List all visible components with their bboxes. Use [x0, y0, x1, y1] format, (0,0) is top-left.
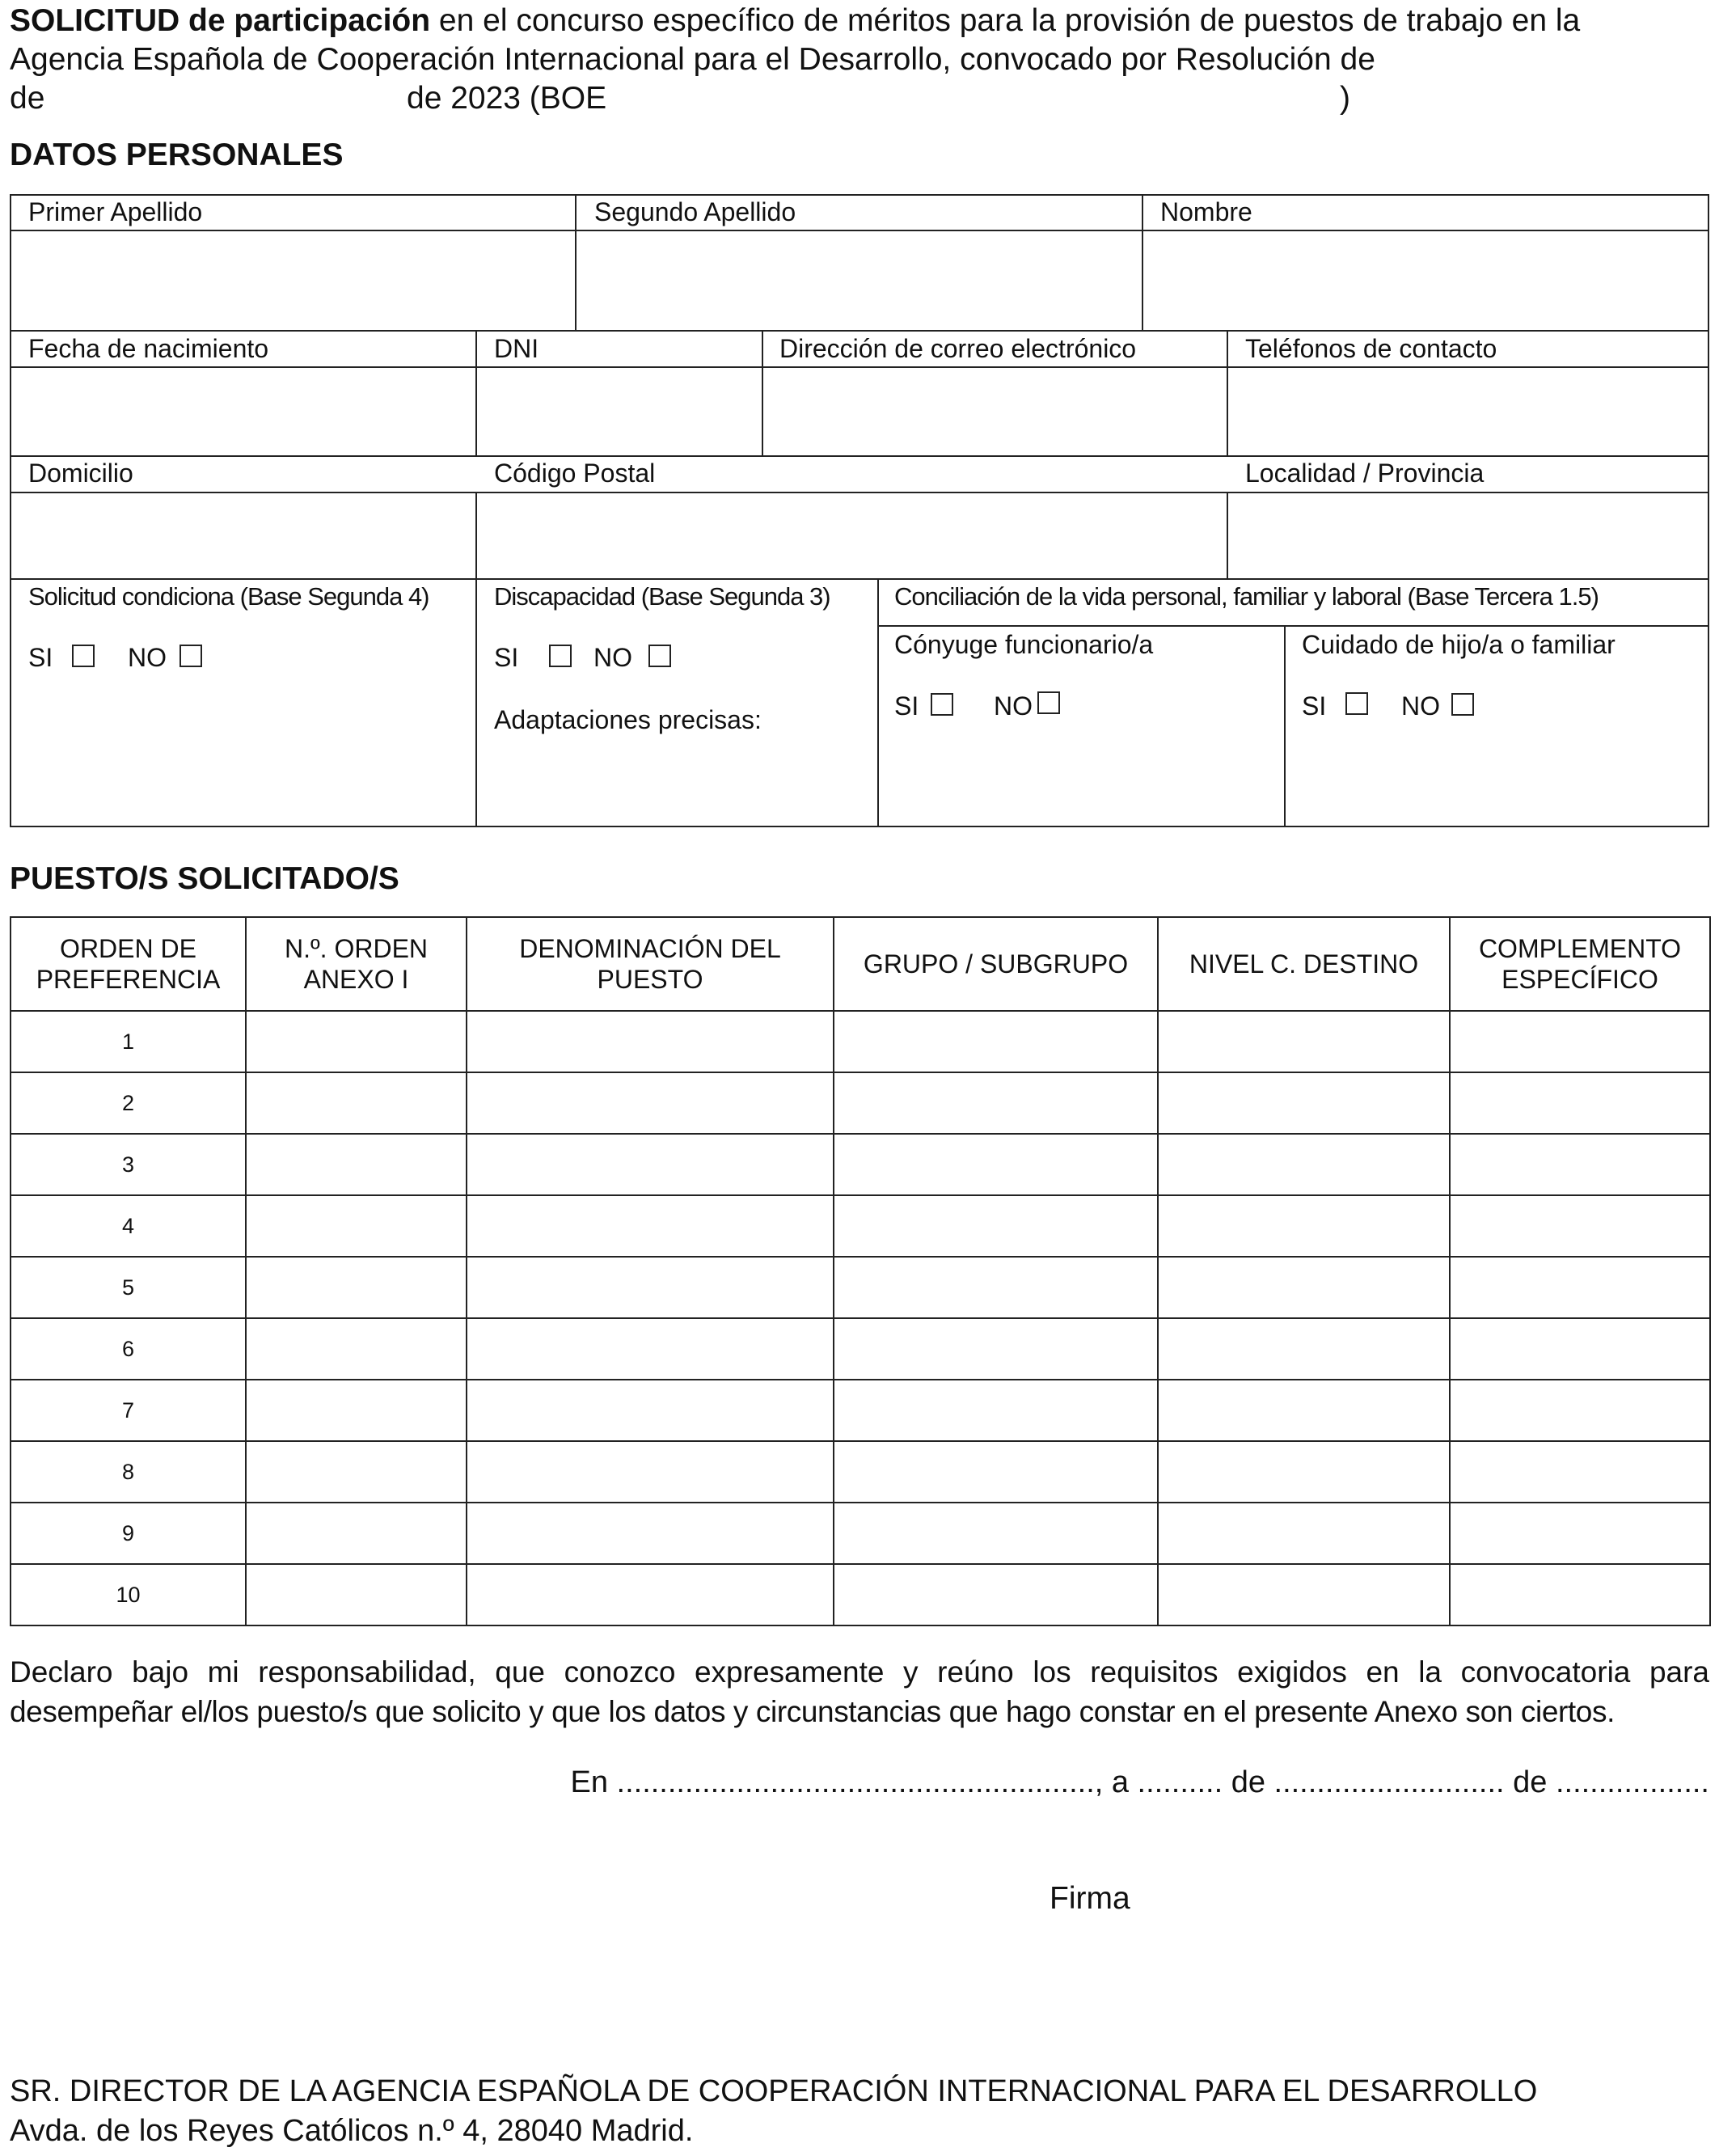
frame-line: [475, 578, 477, 827]
table-cell[interactable]: [467, 1564, 834, 1625]
row-number: 5: [11, 1257, 246, 1318]
header-denominacion: DENOMINACIÓN DEL PUESTO: [467, 917, 834, 1011]
frame-line: [10, 330, 1709, 332]
checkbox-conyuge-no[interactable]: [1037, 691, 1060, 714]
label-si: SI: [894, 691, 919, 721]
recipient-line: SR. DIRECTOR DE LA AGENCIA ESPAÑOLA DE COOPERACIÓN INTERNACIONAL PARA EL DESARROLLO: [10, 2074, 1538, 2108]
table-cell[interactable]: [467, 1441, 834, 1503]
section-title-personal: DATOS PERSONALES: [10, 137, 344, 172]
row-number: 9: [11, 1503, 246, 1564]
table-cell[interactable]: [834, 1134, 1158, 1195]
table-cell[interactable]: [246, 1257, 467, 1318]
table-cell[interactable]: [1158, 1011, 1450, 1072]
label-fecha-nacimiento: Fecha de nacimiento: [28, 334, 269, 363]
table-row: [11, 1011, 1710, 1072]
table-cell[interactable]: [1450, 1072, 1710, 1134]
table-cell[interactable]: [1450, 1564, 1710, 1625]
frame-line: [10, 194, 1709, 196]
table-cell[interactable]: [834, 1257, 1158, 1318]
label-solicitud-condiciona: Solicitud condiciona (Base Segunda 4): [28, 582, 429, 611]
table-cell[interactable]: [1158, 1072, 1450, 1134]
label-no: NO: [1401, 691, 1440, 721]
input-nombre[interactable]: [1143, 231, 1708, 330]
label-si: SI: [28, 643, 53, 672]
positions-table: [10, 916, 1711, 1626]
table-cell[interactable]: [1450, 1503, 1710, 1564]
table-cell[interactable]: [834, 1072, 1158, 1134]
frame-line: [1708, 194, 1709, 827]
table-cell[interactable]: [1450, 1380, 1710, 1441]
checkbox-discapacidad-si[interactable]: [549, 645, 572, 667]
label-si: SI: [1302, 691, 1327, 721]
table-cell[interactable]: [467, 1380, 834, 1441]
table-cell[interactable]: [1158, 1195, 1450, 1257]
label-conciliacion: Conciliación de la vida personal, familiar y laboral (Base Tercera 1.5): [894, 582, 1599, 611]
table-cell[interactable]: [834, 1564, 1158, 1625]
form-title-line3-year: de 2023 (BOE: [407, 81, 607, 116]
section-title-positions: PUESTO/S SOLICITADO/S: [10, 861, 399, 896]
input-fecha-nacimiento[interactable]: [11, 368, 475, 455]
row-number: 8: [11, 1441, 246, 1503]
table-row: [11, 1134, 1710, 1195]
header-numero-orden: N.º. ORDEN ANEXO I: [246, 917, 467, 1011]
form-title-line3-close: ): [1340, 81, 1350, 116]
checkbox-cuidado-si[interactable]: [1345, 692, 1368, 715]
table-header-row: [11, 917, 1710, 1011]
input-codigo-postal[interactable]: [477, 493, 1227, 578]
row-number: 2: [11, 1072, 246, 1134]
place-date-line[interactable]: En ........................................................, a .......... de ........................... de ..................: [570, 1765, 1709, 1799]
checkbox-discapacidad-no[interactable]: [648, 645, 671, 667]
table-cell[interactable]: [834, 1441, 1158, 1503]
table-cell[interactable]: [467, 1072, 834, 1134]
table-cell[interactable]: [246, 1503, 467, 1564]
frame-line: [10, 578, 1709, 580]
table-cell[interactable]: [246, 1072, 467, 1134]
frame-line: [877, 578, 879, 827]
checkbox-condiciona-si[interactable]: [72, 645, 95, 667]
table-cell[interactable]: [467, 1134, 834, 1195]
label-conyuge: Cónyuge funcionario/a: [894, 630, 1154, 659]
label-dni: DNI: [494, 334, 539, 363]
table-cell[interactable]: [1158, 1257, 1450, 1318]
form-title: [10, 2, 1580, 40]
input-dni[interactable]: [477, 368, 762, 455]
label-adaptaciones: Adaptaciones precisas:: [494, 705, 762, 734]
form-title-bold: SOLICITUD de participación: [10, 3, 431, 38]
table-cell[interactable]: [1450, 1257, 1710, 1318]
header-complemento: COMPLEMENTO ESPECÍFICO: [1450, 917, 1710, 1011]
label-segundo-apellido: Segundo Apellido: [594, 197, 796, 226]
label-discapacidad: Discapacidad (Base Segunda 3): [494, 582, 830, 611]
label-email: Dirección de correo electrónico: [779, 334, 1137, 363]
table-row: [11, 1195, 1710, 1257]
table-row: [11, 1257, 1710, 1318]
form-title-rest: en el concurso específico de méritos para la provisión de puestos de trabajo en la: [430, 3, 1581, 38]
input-localidad[interactable]: [1228, 493, 1708, 578]
table-cell[interactable]: [246, 1380, 467, 1441]
table-cell[interactable]: [467, 1011, 834, 1072]
row-number: 7: [11, 1380, 246, 1441]
label-telefonos: Teléfonos de contacto: [1245, 334, 1497, 363]
table-cell[interactable]: [1158, 1564, 1450, 1625]
header-grupo: GRUPO / SUBGRUPO: [834, 917, 1158, 1011]
table-cell[interactable]: [834, 1380, 1158, 1441]
label-no: NO: [994, 691, 1033, 721]
table-row: [11, 1380, 1710, 1441]
table-row: [11, 1318, 1710, 1380]
label-no: NO: [593, 643, 632, 672]
declaration-text-2: desempeñar el/los puesto/s que solicito y que los datos y circunstancias que hago constar en el presente Anexo son ciertos.: [10, 1695, 1615, 1728]
input-adaptaciones[interactable]: [494, 740, 866, 821]
label-si: SI: [494, 643, 519, 672]
label-nombre: Nombre: [1160, 197, 1252, 226]
table-cell[interactable]: [1158, 1380, 1450, 1441]
input-email[interactable]: [763, 368, 1227, 455]
input-domicilio[interactable]: [11, 493, 475, 578]
table-row: [11, 1564, 1710, 1625]
form-title-line2: Agencia Española de Cooperación Internacional para el Desarrollo, convocado por Resolución de: [10, 42, 1375, 77]
row-number: 4: [11, 1195, 246, 1257]
checkbox-conyuge-si[interactable]: [931, 693, 953, 716]
table-cell[interactable]: [1450, 1441, 1710, 1503]
table-cell[interactable]: [834, 1318, 1158, 1380]
table-row: [11, 1441, 1710, 1503]
frame-line: [10, 455, 1709, 457]
table-cell[interactable]: [1450, 1318, 1710, 1380]
label-cuidado: Cuidado de hijo/a o familiar: [1302, 630, 1616, 659]
frame-line: [1284, 625, 1286, 827]
row-number: 3: [11, 1134, 246, 1195]
signature-label: Firma: [1050, 1881, 1130, 1916]
table-cell[interactable]: [1450, 1195, 1710, 1257]
input-primer-apellido[interactable]: [11, 231, 575, 330]
table-cell[interactable]: [467, 1257, 834, 1318]
table-cell[interactable]: [246, 1564, 467, 1625]
table-cell[interactable]: [834, 1011, 1158, 1072]
label-primer-apellido: Primer Apellido: [28, 197, 203, 226]
table-cell[interactable]: [834, 1195, 1158, 1257]
table-cell[interactable]: [1158, 1441, 1450, 1503]
checkbox-cuidado-no[interactable]: [1451, 693, 1474, 716]
label-codigo-postal: Código Postal: [494, 459, 656, 488]
table-row: [11, 1072, 1710, 1134]
label-no: NO: [128, 643, 167, 672]
table-cell[interactable]: [1158, 1503, 1450, 1564]
row-number: 6: [11, 1318, 246, 1380]
row-number: 1: [11, 1011, 246, 1072]
table-cell[interactable]: [1158, 1134, 1450, 1195]
input-segundo-apellido[interactable]: [577, 231, 1142, 330]
table-cell[interactable]: [246, 1011, 467, 1072]
table-row: [11, 1503, 1710, 1564]
table-cell[interactable]: [246, 1195, 467, 1257]
declaration-text: Declaro bajo mi responsabilidad, que conozco expresamente y reúno los requisitos exigidos en la convocatoria para: [10, 1655, 1709, 1689]
table-cell[interactable]: [246, 1318, 467, 1380]
frame-line: [877, 625, 1709, 627]
table-cell[interactable]: [467, 1195, 834, 1257]
row-number: 10: [11, 1564, 246, 1625]
address-line: Avda. de los Reyes Católicos n.º 4, 28040 Madrid.: [10, 2114, 694, 2148]
table-cell[interactable]: [1158, 1318, 1450, 1380]
table-cell[interactable]: [1450, 1011, 1710, 1072]
table-cell[interactable]: [246, 1441, 467, 1503]
form-title-line3-de: de: [10, 81, 45, 116]
label-localidad: Localidad / Provincia: [1245, 459, 1485, 488]
input-telefonos[interactable]: [1228, 368, 1708, 455]
header-orden-preferencia: ORDEN DE PREFERENCIA: [11, 917, 246, 1011]
table-cell[interactable]: [1450, 1134, 1710, 1195]
table-cell[interactable]: [834, 1503, 1158, 1564]
checkbox-condiciona-no[interactable]: [180, 645, 202, 667]
table-cell[interactable]: [467, 1318, 834, 1380]
frame-line: [10, 826, 1709, 827]
table-cell[interactable]: [246, 1134, 467, 1195]
table-cell[interactable]: [467, 1503, 834, 1564]
header-nivel: NIVEL C. DESTINO: [1158, 917, 1450, 1011]
label-domicilio: Domicilio: [28, 459, 133, 488]
